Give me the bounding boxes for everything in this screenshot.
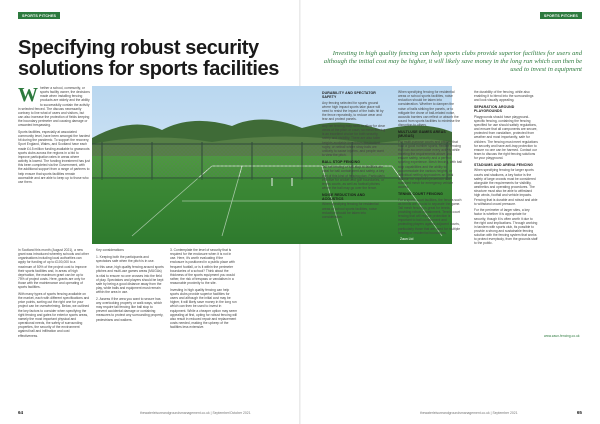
headline-line-1: Specifying robust security [18,37,259,59]
body-paragraph: Any net fencing may need to allow for clear views of the pitch or court, so mesh fencing is an excellent choice for both security, safety and visibility. There are also taller heights available for pitches like football, rugby, or netball where stray balls are unlikely to cause injuries, and people want to view the pitch. [322,123,386,158]
body-column-2 [18,248,90,340]
body-paragraph: Any fencing selected for sports ground where high impact sports take place will need to resist the impact of the balls hit by the fence repeatedly, to reduce wear and tear and protect panels. [322,100,384,122]
body-column-4 [170,248,238,332]
body-paragraph: Key considerations [96,248,124,252]
body-paragraph: When specifying fencing for residential areas or school sports facilities, noise reduction should be taken into consideration. [322,202,379,219]
section-tag-right: SPORTS PITCHES [540,12,582,19]
page-number-right: 65 [576,410,582,415]
photo-credit: Zaun Ltd [400,237,414,241]
body-paragraph: Sports facilities, especially at associated community level, have been amongst the hardest hit during the pandemic. To support the recovery, Sport England, Wales, and Scotland have each made £4.5 million funding available to grassroots sports clubs across the regions in a bid to improve participation rates in areas where activity is lowest. The funding investment has just this been completed via the Government, with the additional support from a range of partners to help ensure that sports facilities remain accessible and are able to keep up to those who use them. [18,129,90,184]
website-link[interactable]: www.zaun-fencing.co.uk [544,334,580,338]
body-paragraph: Tall net fencing or ball stop to facilities are ideal for ball containment and safety, a key part of this kind of fencing plan. Particularly effective for cricket and golf boundaries, or tennis courts, as well as football pitches where the ball may go over the fence. [322,165,385,191]
body-paragraph: When specifying fencing for larger sports courts and stadiums, a key factor is the safety of large crowds must be considered alongside the requirements for visibility, aesthetics and operating procedures. The structure must also be able to withstand high winds, footfall and vehicle impacts. Fencing that is durable and robust and able to withstand crowd pressure. [474,168,538,206]
subheading-noise: NOISE REDUCTION AND ACOUSTICS [322,192,365,201]
subheading-mugas: MULTI-USE GAMES AREAS (MUGAS) [398,129,446,138]
intro-paragraph: hether a school, community, or sports facility owner, the decisions made when installing fencing products are widely and the ability to successfully contain the activity in selected fenced. The discuss necessarily contrary to line what of users and visitors, but can also increase the protection of fields keeping the boundary perimeter and causing damage or unwanted trespassing. [18,86,90,128]
body-paragraph: the durability of the fencing, while also enabling it to blend into the surroundings and look visually appealing. [474,90,534,103]
body-paragraph: For multi-purpose courts and pitches that host a good number sports, flexible fencing that can accommodate every activity while meeting the requirements above and ensure safety, security and a perfect sporting experience. Mesh fencing, with ball stop capabilities and the ability to accommodate the various heights, or individual netting approaches an ideal solution for improved protection than standard mesh for emergency vehicle access. [398,139,462,190]
body-paragraph: In Scotland this month (August 2021), a new grant was introduced whereby schools and other organisations including local authorities can apply for funding of up to £100,000 to a maximum of 50% of the project cost to improve their sports facilities and, in areas of high deprivation, the maximum grant can be up to 75% of project costs. Here, grants are only for those with the maintenance and operating of sports facilities. [18,248,89,290]
body-paragraph: Investing in high quality fencing can help sports clubs provide superior facilities for users and although the initial cost may be higher, it will likely save money in the long run which can then be used to invest in equipment. While a cheaper option may seem appealing at first, opting for robust fencing will also result in reduced repair and replacement costs needed, making the upkeep of the facilities less extensive. [170,287,238,330]
body-paragraph: In this case, high quality fencing around sports pitches and multi-use games areas (MUGAs) is vital to ensure no one crosses into the field of play. Spectators and players should be kept safe by being a good distance away from the play, while balls and equipment must remain within the area in use. [96,265,164,295]
footer-left: thewaterleisureandgroundsmanagement.co.uk | September/October 2021 [140,411,251,415]
drop-cap: W [18,84,38,106]
body-column-6 [322,90,386,221]
body-column-3 [96,248,164,324]
subheading-durability: DURABILITY AND SPECTATOR SAFETY [322,91,376,100]
article-headline [18,38,328,80]
body-paragraph: When specifying fencing for residential areas or school sports facilities, noise reduction should be taken into consideration. Whether to dampen the noise of balls striking the panels, or to mitigate the drone of ball-related noise, acoustic barriers can reflect or absorb the sound from sports facilities to minimise the disruption to others. [398,90,461,128]
body-paragraph: Playgrounds should have playground-specific fencing, containing the fencing specified for use should satisfy regulations, and ensure that all components are secure, protected from vandalism, protected from weather and most importantly, safe for children. The fencing must meet regulations for security and have anti-trap protection to ensure no one can be harmed. Contact our team to discuss the right fencing solutions for your playground. [474,114,538,161]
subheading-ball-stop: BALL STOP FENCING [322,159,361,164]
body-paragraph: 2. Assess if the area you want to secure has any overlooking property or walk ways, which may require tall fencing like ball stop to prevent accidental damage or containing measures to protect any surrounding property, pedestrians and walkers. [96,296,164,322]
subheading-playgrounds: SEPARATION AROUND PLAYGROUNDS [474,104,515,114]
body-paragraph: With many types of sports fencing available on the market, each with different specifications and price points, sorting out the right one for your project can be overwhelming. Below, we outlined the key factors to consider when specifying the right fencing and gates for exterior sports areas, namely the most important physical and operational needs, the safety of surrounding properties, the security of the environment against ball and infiltration and cost effectiveness. [18,291,90,338]
intro-column [18,86,90,186]
footer-right: thewaterleisureandgroundsmanagement.co.uk | September 2021 [420,411,518,415]
headline-line-2: solutions for sports facilities [18,58,279,80]
body-column-8 [474,90,538,248]
body-paragraph: 3. Contemplate the level of security that is required for the enclosure when it is not in use. Here, it's worth evaluating if the enclosure is positioned in a public place with frequent footfall, or is it within the perimeter boundaries of a school? Think about the thickness of the sports equipment you would rather, the risk of trespass or vandalism in a reasonable proximity to the site. [170,248,235,286]
body-paragraph: For the perimeter of larger sites, a key factor is whether it is appropriate for security, though it is often worth it due to the right cost implications. Through working in tandem with sports club, its possible to provide a strong and sustainable fencing solution with the fencing system that works to protect everybody, from the grounds staff to the public. [474,208,538,246]
section-tag-left: SPORTS PITCHES [18,12,60,19]
subheading-stadiums: STADIUMS AND ARENA FENCING [474,162,533,167]
subheading-tennis: TENNIS COURT FENCING [398,191,443,196]
body-paragraph: 1. Keeping both the participants and spectators safe when the pitch is in use. [96,254,155,263]
body-paragraph: For a sports court facilities, the fences such as tennis are crucial to separate the game. Tall mesh fencing is great for tennis, providing robust containment. Tennis court fencing that will require protection is important to ball containment and protecting players against adjacent courts, particularly those that are used for multiple fencing or residential boundaries. [398,197,462,235]
body-column-7 [398,90,462,237]
article-standfirst: Investing in high quality fencing can help sports clubs provide superior facilities for users and although the initial cost may be higher, it will likely save money in the long run which can then be used to invest in equipment [323,50,582,73]
page-number-left: 64 [18,410,24,415]
